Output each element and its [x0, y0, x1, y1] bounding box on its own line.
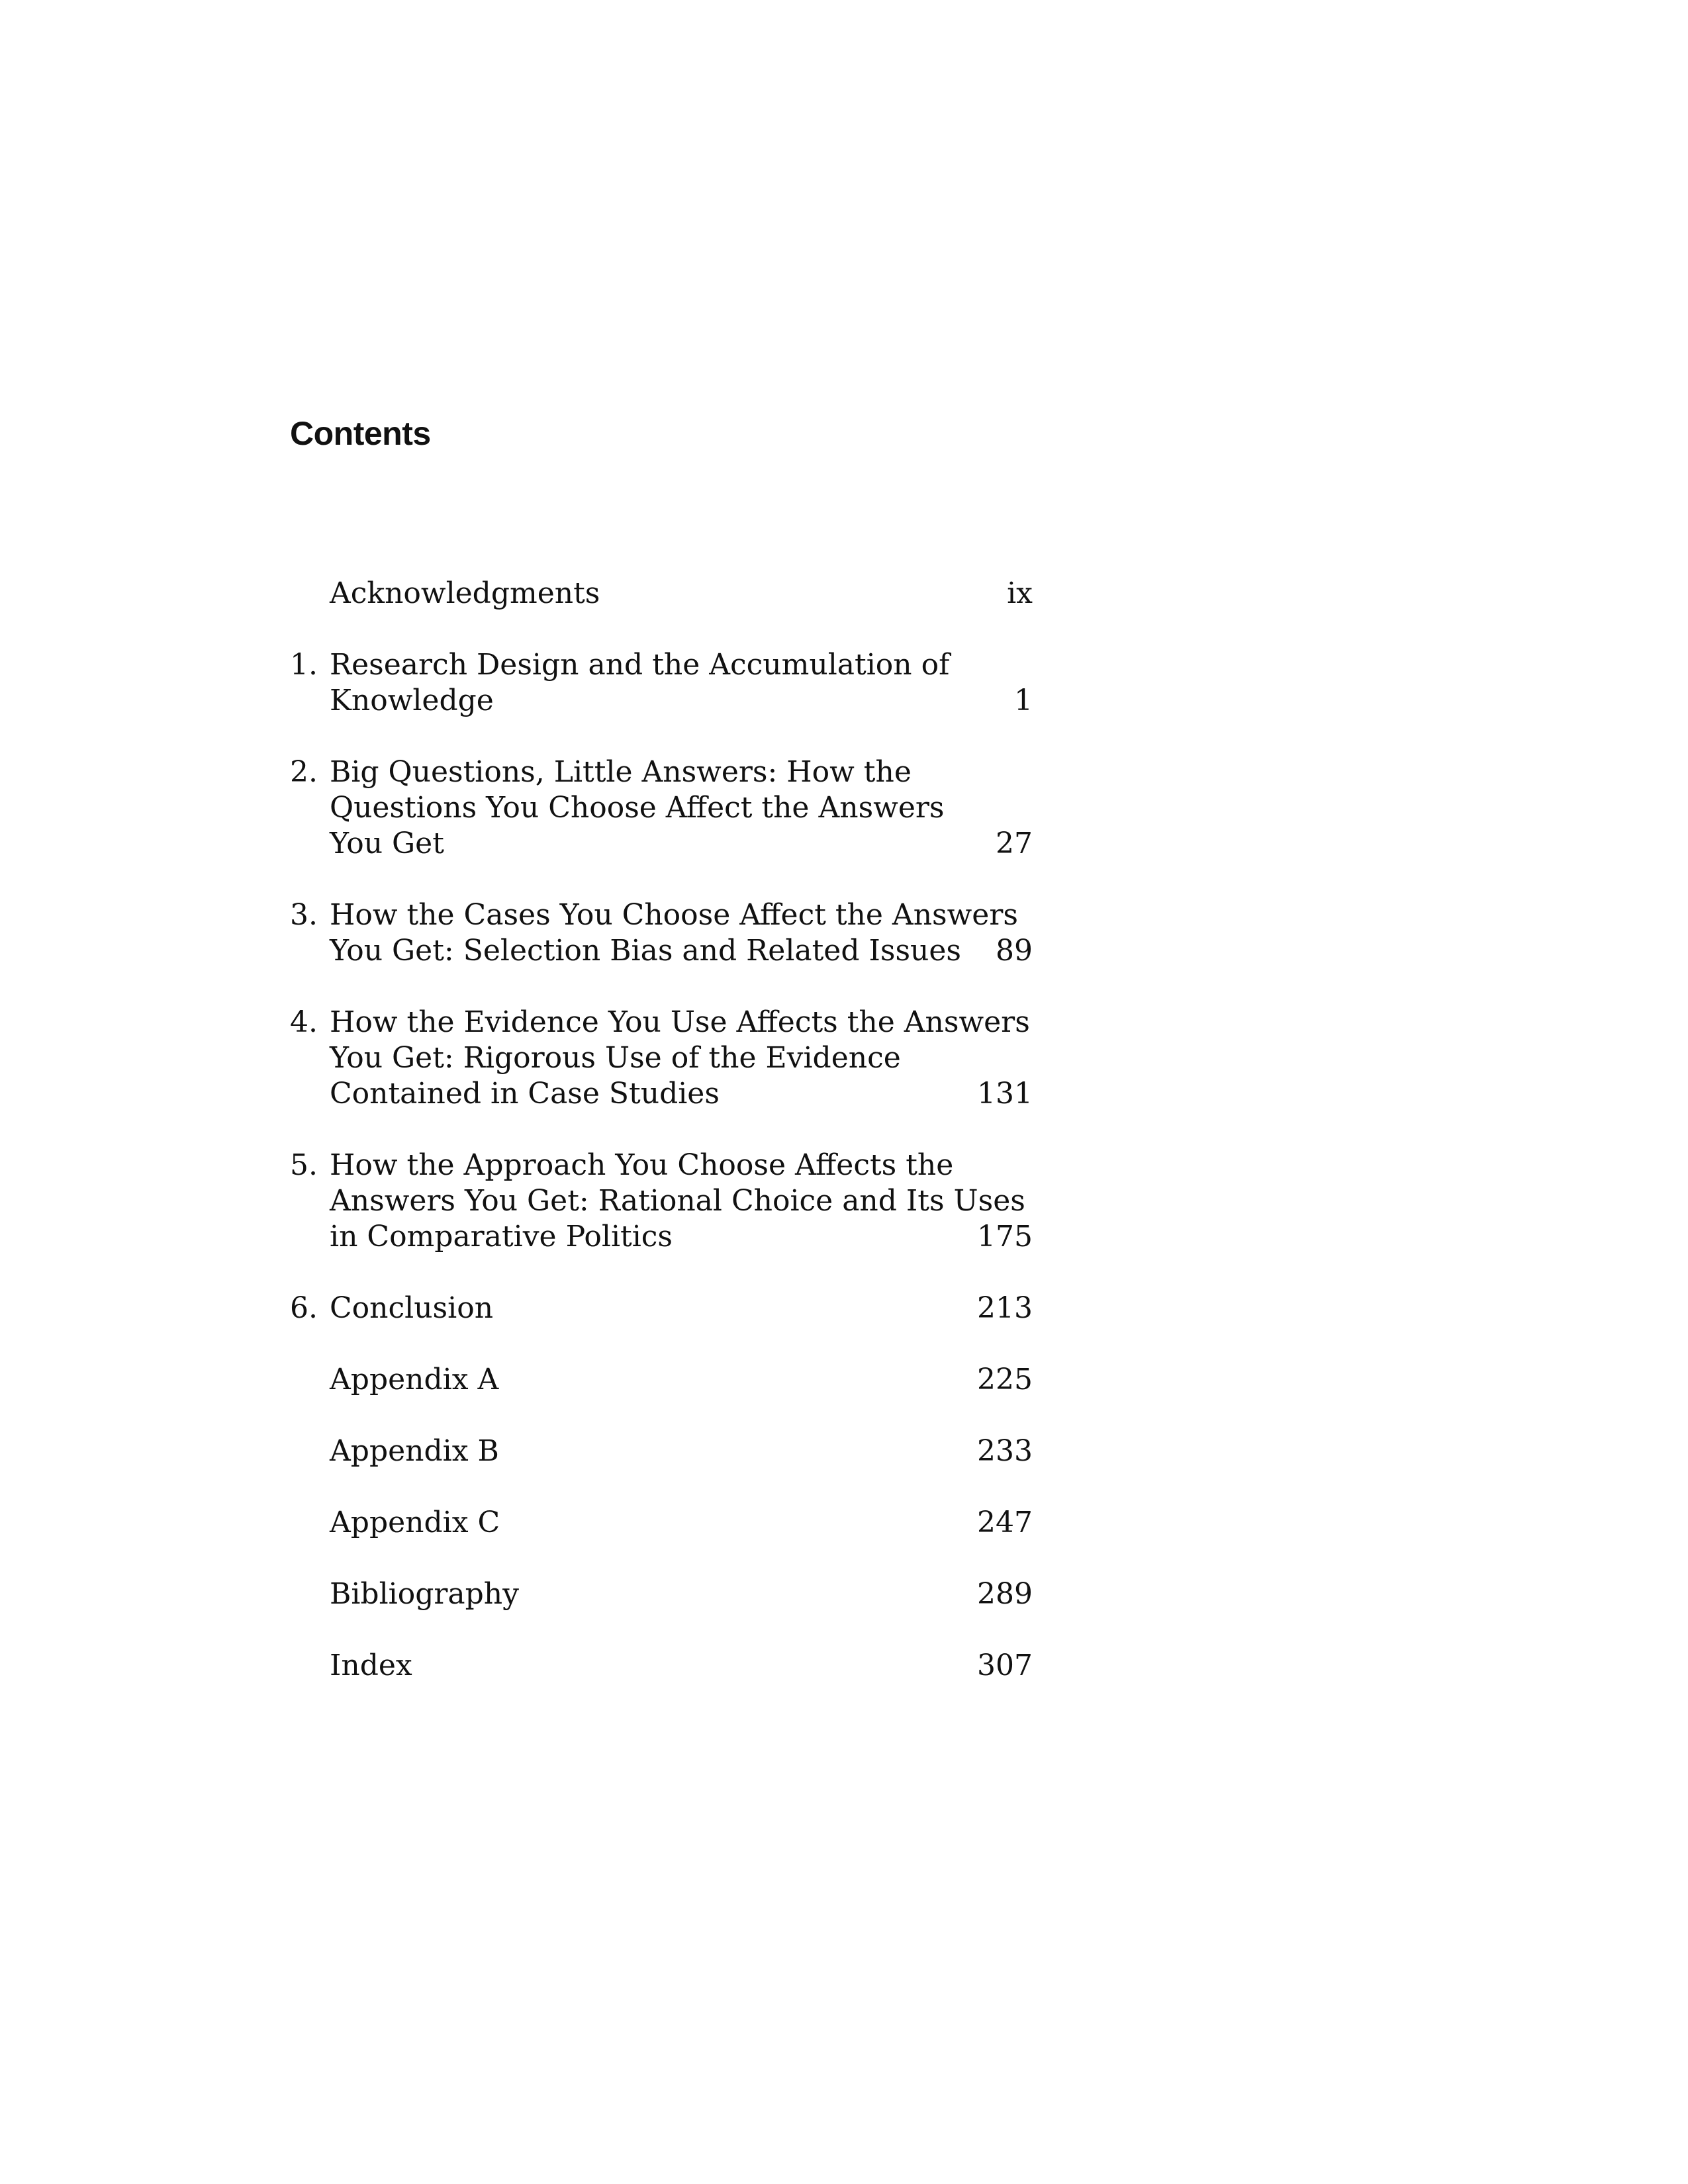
toc-entry-title-line: Research Design and the Accumulation of — [330, 648, 950, 682]
toc-entry-title-line: Index — [330, 1649, 412, 1682]
toc-entry-title-line: Knowledge — [330, 684, 494, 717]
toc-entry-title-line: Appendix C — [330, 1506, 500, 1539]
toc-entry-title-line: Acknowledgments — [330, 576, 600, 610]
toc-entry-number: 6. — [290, 1291, 318, 1325]
toc-entry-title — [330, 1576, 992, 1612]
toc-entry-page: 307 — [977, 1649, 1033, 1682]
toc-entry-page: 225 — [977, 1363, 1033, 1396]
page-title: Contents — [290, 415, 431, 452]
toc-entry-title-line: in Comparative Politics — [330, 1220, 673, 1253]
toc-entry-page: 27 — [996, 827, 1033, 860]
toc-entry-page: 213 — [977, 1291, 1033, 1325]
toc-entry-title — [330, 1362, 992, 1398]
toc-entry-page: 131 — [977, 1077, 1033, 1111]
toc-entry-title-line: Bibliography — [330, 1577, 519, 1611]
toc-entry-title-line: Answers You Get: Rational Choice and Its Uses — [330, 1184, 1025, 1218]
toc-entry-title — [330, 647, 992, 719]
toc-entry-title — [330, 1648, 992, 1684]
toc-entry-title-line: How the Evidence You Use Affects the Answers — [330, 1005, 1030, 1039]
toc-entry-title — [330, 576, 992, 612]
toc-entry-title-line: How the Cases You Choose Affect the Answers — [330, 898, 1018, 932]
toc-entry-number: 5. — [290, 1148, 318, 1182]
toc-entry-title-line: Big Questions, Little Answers: How the — [330, 755, 912, 789]
toc-entry-page: 289 — [977, 1577, 1033, 1611]
toc-entry-title — [330, 1505, 992, 1541]
toc-entry-number: 4. — [290, 1005, 318, 1039]
toc-entry-title — [330, 754, 992, 862]
toc-entry-title-line: How the Approach You Choose Affects the — [330, 1148, 954, 1182]
toc-entry-title-line: You Get: Selection Bias and Related Issues — [330, 934, 961, 968]
toc-entry-page: 175 — [977, 1220, 1033, 1253]
toc-entry-page: 247 — [977, 1506, 1033, 1539]
toc-entry-title-line: Contained in Case Studies — [330, 1077, 720, 1111]
toc-entry-page: ix — [1007, 576, 1033, 610]
toc-entry-title-line: Appendix A — [330, 1363, 499, 1396]
toc-entry-number: 2. — [290, 755, 318, 789]
toc-entry-title-line: Conclusion — [330, 1291, 494, 1325]
toc-entry-number: 1. — [290, 648, 318, 682]
toc-entry-title-line: You Get — [330, 827, 444, 860]
toc-entry-page: 89 — [996, 934, 1033, 968]
toc-entry-number: 3. — [290, 898, 318, 932]
toc-entry-title-line: Questions You Choose Affect the Answers — [330, 791, 945, 825]
toc-entry-title-line: Appendix B — [330, 1434, 499, 1468]
toc-entry-page: 1 — [1014, 684, 1033, 717]
toc-entry-page: 233 — [977, 1434, 1033, 1468]
toc-entry-title — [330, 1291, 992, 1326]
toc-entry-title-line: You Get: Rigorous Use of the Evidence — [330, 1041, 901, 1075]
toc-entry-title — [330, 1433, 992, 1469]
